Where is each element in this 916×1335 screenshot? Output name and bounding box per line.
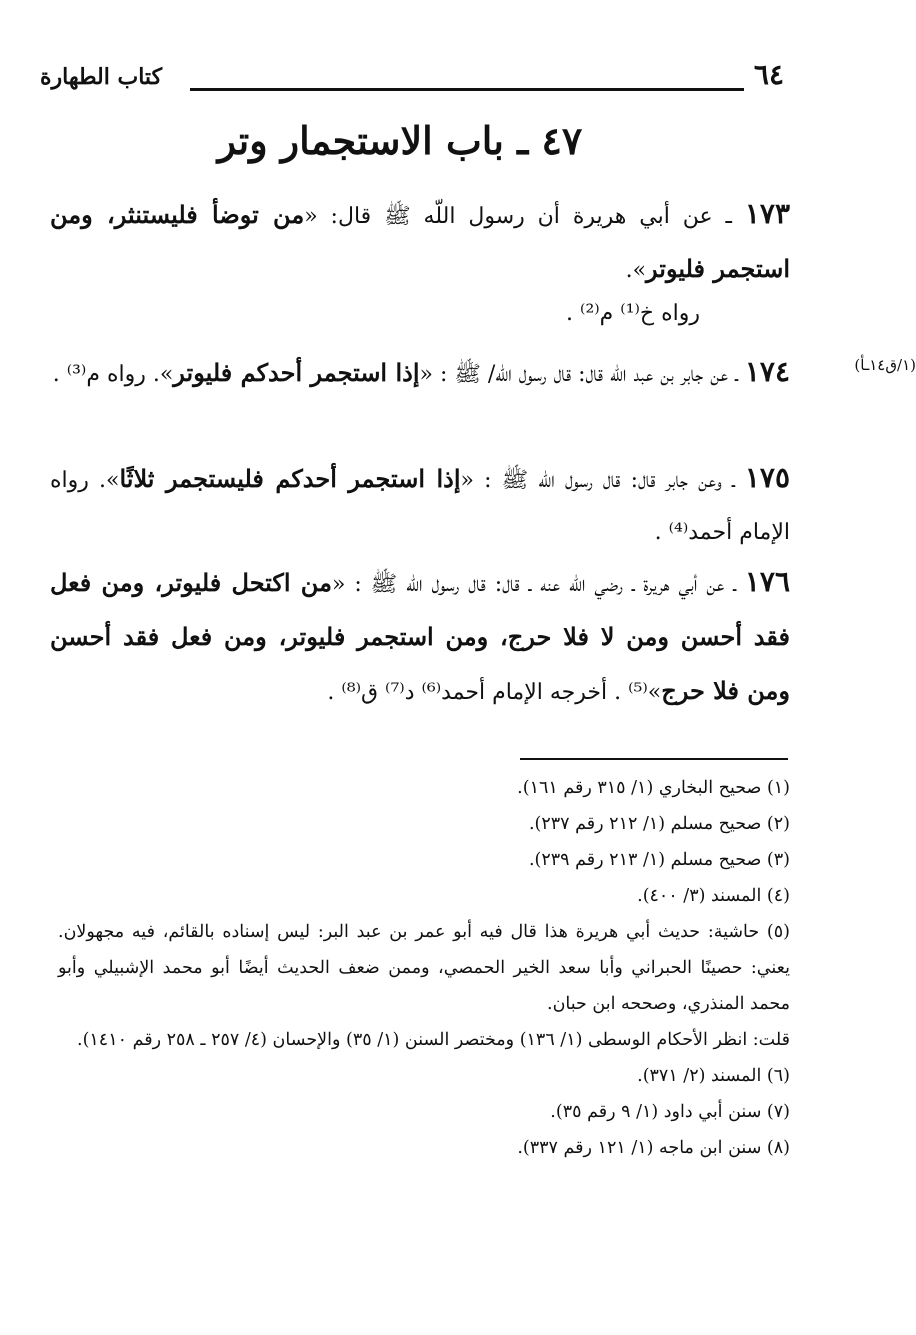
hadith-173 [50, 188, 790, 297]
footnote-2: (٢) صحيح مسلم (١/ ٢١٢ رقم ٢٣٧). [528, 814, 790, 834]
hadith-end: ». رواه م⁽³⁾ . [52, 362, 174, 387]
hadith-matn: إذا استجمر أحدكم فليستجمر ثلاثًا [119, 464, 461, 493]
hadith-number: ١٧٦ [744, 565, 790, 598]
footnote-3: (٣) صحيح مسلم (١/ ٢١٣ رقم ٢٣٩). [528, 850, 790, 870]
footnote-4: (٤) المسند (٣/ ٤٠٠). [637, 886, 790, 906]
hadith-end: ». [625, 258, 647, 283]
hadith-174 [50, 346, 790, 401]
page-number: ٦٤ [753, 58, 784, 91]
hadith-175 [50, 452, 790, 559]
header-rule [190, 88, 744, 91]
hadith-end: ». رواه الإمام أحمد⁽⁴⁾ . [50, 468, 790, 545]
hadith-173-source: رواه خ⁽¹⁾ م⁽²⁾ . [566, 301, 700, 326]
footnote-6: (٦) المسند (٢/ ٣٧١). [637, 1066, 790, 1086]
running-title: كتاب الطهارة [40, 64, 163, 90]
hadith-number: ١٧٥ [744, 461, 790, 494]
footnote-1: (١) صحيح البخاري (١/ ٣١٥ رقم ١٦١). [517, 778, 790, 798]
running-header [40, 58, 790, 98]
hadith-intro: ـ عن أبي هريرة ـ رضي اللّه عنه ـ قال: قال رسول اللّه ﷺ : « [331, 572, 736, 597]
footnote-5: (٥) حاشية: حديث أبي هريرة هذا قال فيه أبو عمر بن عبد البر: ليس إسناده بالقائم، فيه مجهولان. يعني: حصينًا الحبراني وأبا سعد الخير الحمصي، وممن ضعف الحديث أيضًا أبو محمد الإشبيلي وأبو محمد المنذري، وصححه ابن حبان. [58, 922, 790, 1014]
hadith-end: »⁽⁵⁾ . أخرجه الإمام أحمد⁽⁶⁾ د⁽⁷⁾ ق⁽⁸⁾ . [327, 680, 662, 705]
footnote-8: (٨) سنن ابن ماجه (١/ ١٢١ رقم ٣٣٧). [517, 1138, 790, 1158]
hadith-intro: ـ وعن جابر قال: قال رسول اللّه ﷺ : « [460, 468, 735, 493]
hadith-176 [50, 556, 790, 719]
margin-note: (١/ق١٤ـأ) [854, 356, 916, 374]
footnote-5-note: قلت: انظر الأحكام الوسطى (١/ ١٣٦) ومختصر السنن (١/ ٣٥) والإحسان (٤/ ٢٥٧ ـ ٢٥٨ رقم ١٤١٠). [77, 1030, 790, 1050]
footnote-7: (٧) سنن أبي داود (١/ ٩ رقم ٣٥). [550, 1102, 790, 1122]
hadith-number: ١٧٣ [744, 197, 790, 230]
footnotes [58, 770, 790, 1166]
hadith-matn: من اكتحل فليوتر، ومن فعل فقد أحسن ومن لا فلا حرج، ومن استجمر فليوتر، ومن فعل فقد أحسن ومن فلا حرج [50, 568, 790, 705]
hadith-matn: إذا استجمر أحدكم فليوتر [173, 358, 420, 387]
hadith-intro: ـ عن أبي هريرة أن رسول اللّه ﷺ قال: « [304, 204, 732, 229]
hadith-matn: من توضأ فليستنثر، ومن استجمر فليوتر [50, 200, 790, 283]
hadith-intro: ـ عن جابر بن عبد اللّه قال: قال رسول اللّه/ ﷺ : « [419, 362, 738, 387]
footnote-rule [520, 758, 788, 760]
chapter-title: ٤٧ ـ باب الاستجمار وتر [217, 118, 583, 163]
hadith-number: ١٧٤ [744, 355, 790, 388]
